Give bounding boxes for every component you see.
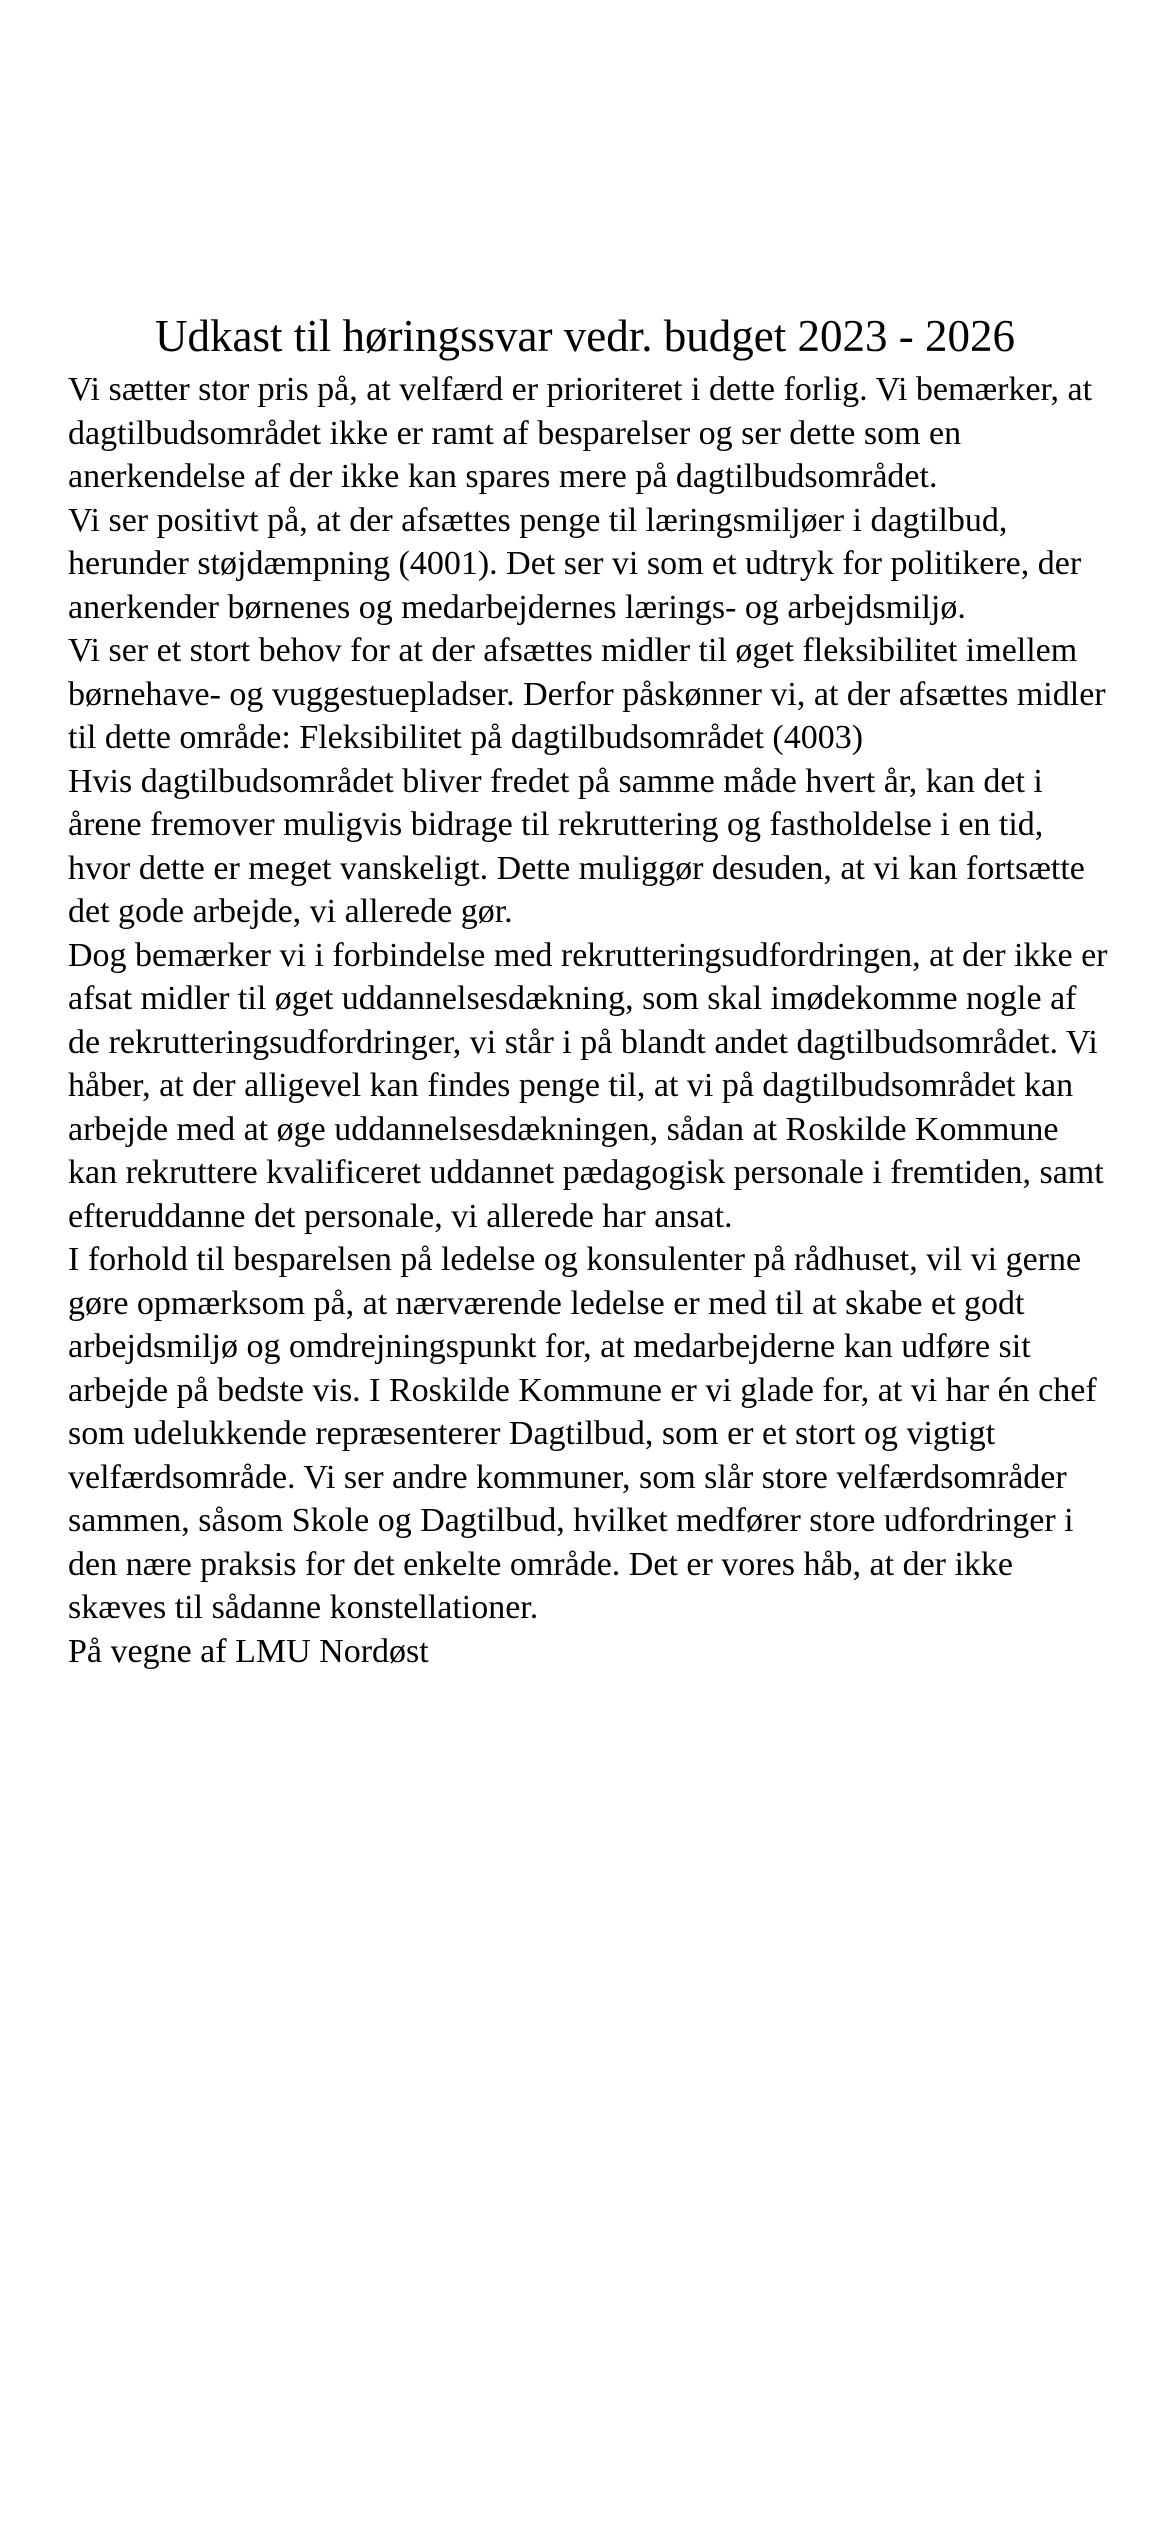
document-paragraph: Vi sætter stor pris på, at velfærd er prioriteret i dette forlig. Vi bemærker, at dagtilbudsområdet ikke er ramt af besparelser og ser dette som en anerkendelse af der ikke kan spares mere på dagtilbudsområdet. — [68, 371, 1093, 495]
document-body — [68, 368, 1108, 1673]
document-title: Udkast til høringssvar vedr. budget 2023 - 2026 — [155, 311, 1015, 361]
document-paragraph: Vi ser positivt på, at der afsættes penge til læringsmiljøer i dagtilbud, herunder støjdæmpning (4001). Det ser vi som et udtryk for politikere, der anerkender børnenes og medarbejdernes lærings- og arbejdsmiljø. — [68, 501, 1082, 626]
document-paragraph: Dog bemærker vi i forbindelse med rekrutteringsudfordringen, at der ikke er afsat midler til øget uddannelsesdækning, som skal imødekomme nogle af de rekrutteringsudfordringer, vi står i på blandt andet dagtilbudsområdet. Vi håber, at der alligevel kan findes penge til, at vi på dagtilbudsområdet kan arbejde med at øge uddannelsesdækningen, sådan at Roskilde Kommune kan rekruttere kvalificeret uddannet pædagogisk personale i fremtiden, samt efteruddanne det personale, vi allerede har ansat. — [68, 936, 1108, 1235]
document-paragraph: Hvis dagtilbudsområdet bliver fredet på samme måde hvert år, kan det i årene fremover muligvis bidrage til rekruttering og fastholdelse i en tid, hvor dette er meget vanskeligt. Dette muliggør desuden, at vi kan fortsætte det gode arbejde, vi allerede gør. — [68, 762, 1085, 930]
document-paragraph: Vi ser et stort behov for at der afsættes midler til øget fleksibilitet imellem børnehave- og vuggestuepladser. Derfor påskønner vi, at der afsættes midler til dette område: Fleksibilitet på dagtilbudsområdet (4003) — [68, 632, 1106, 756]
document-paragraph: På vegne af LMU Nordøst — [68, 1632, 429, 1670]
document-paragraph: I forhold til besparelsen på ledelse og konsulenter på rådhuset, vil vi gerne gøre opmærksom på, at nærværende ledelse er med til at skabe et godt arbejdsmiljø og omdrejningspunkt for, at medarbejderne kan udføre sit arbejde på bedste vis. I Roskilde Kommune er vi glade for, at vi har én chef som udelukkende repræsenterer Dagtilbud, som er et stort og vigtigt velfærdsområde. Vi ser andre kommuner, som slår store velfærdsområder sammen, såsom Skole og Dagtilbud, hvilket medfører store udfordringer i den nære praksis for det enkelte område. Det er vores håb, at der ikke skæves til sådanne konstellationer. — [68, 1241, 1097, 1626]
